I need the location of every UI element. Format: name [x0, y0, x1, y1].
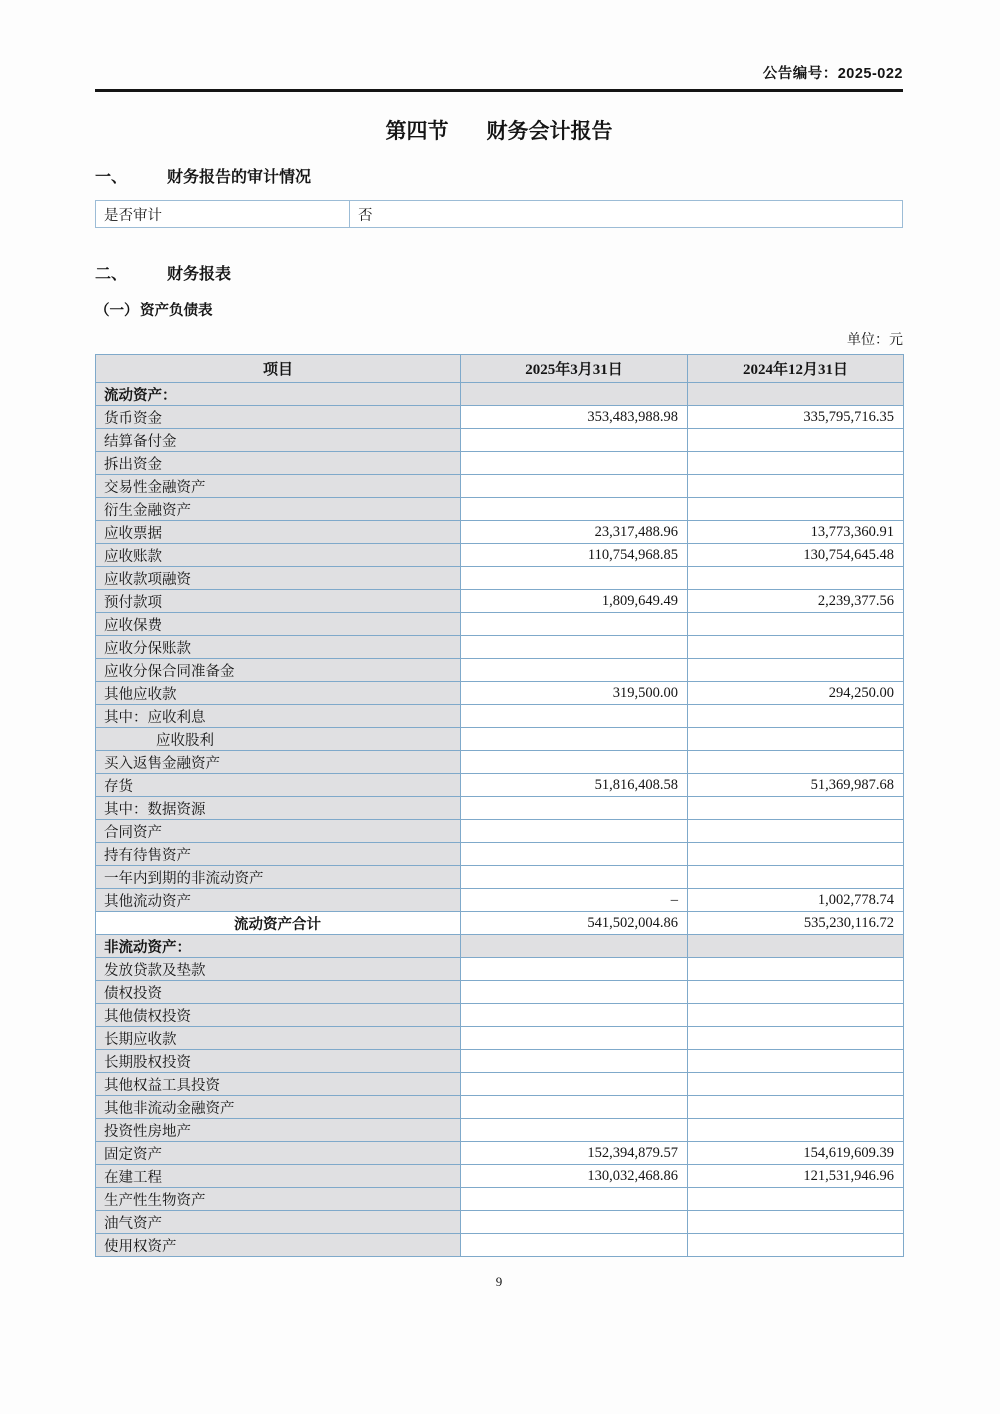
value-2025-03-31: 23,317,488.96 [461, 521, 688, 544]
row-label: 存货 [96, 774, 461, 797]
value-2024-12-31 [688, 1027, 904, 1050]
value-2025-03-31: 319,500.00 [461, 682, 688, 705]
page-title [95, 115, 903, 145]
row-label: 其他非流动金融资产 [96, 1096, 461, 1119]
value-2025-03-31 [461, 958, 688, 981]
section-heading-audit [95, 164, 903, 187]
table-row [96, 521, 904, 544]
row-label: 发放贷款及垫款 [96, 958, 461, 981]
table-row [96, 981, 904, 1004]
value-2025-03-31 [461, 1027, 688, 1050]
announcement-number: 公告编号：2025-022 [762, 66, 903, 82]
value-2025-03-31 [461, 452, 688, 475]
value-2025-03-31 [461, 429, 688, 452]
table-row [96, 912, 904, 935]
value-2025-03-31 [461, 1234, 688, 1257]
table-row [96, 1027, 904, 1050]
row-label: 交易性金融资产 [96, 475, 461, 498]
row-label: 非流动资产： [96, 935, 461, 958]
value-2024-12-31 [688, 1188, 904, 1211]
row-label: 应收款项融资 [96, 567, 461, 590]
value-2024-12-31: 535,230,116.72 [688, 912, 904, 935]
table-header-row [96, 355, 904, 383]
value-2025-03-31 [461, 1073, 688, 1096]
value-2024-12-31 [688, 797, 904, 820]
value-2024-12-31: 154,619,609.39 [688, 1142, 904, 1165]
table-row [96, 1234, 904, 1257]
row-label: 应收分保账款 [96, 636, 461, 659]
value-2025-03-31: 130,032,468.86 [461, 1165, 688, 1188]
value-2024-12-31 [688, 751, 904, 774]
row-label: 应收保费 [96, 613, 461, 636]
table-row [96, 1096, 904, 1119]
table-row [96, 1188, 904, 1211]
section-heading-statements [95, 261, 903, 284]
value-2024-12-31 [688, 981, 904, 1004]
row-label: 投资性房地产 [96, 1119, 461, 1142]
row-label: 生产性生物资产 [96, 1188, 461, 1211]
value-2024-12-31 [688, 498, 904, 521]
table-row [96, 958, 904, 981]
value-2024-12-31 [688, 820, 904, 843]
value-2025-03-31 [461, 567, 688, 590]
row-label: 其他债权投资 [96, 1004, 461, 1027]
table-row [96, 935, 904, 958]
value-2025-03-31 [461, 613, 688, 636]
audit-question-cell: 是否审计 [96, 201, 350, 228]
value-2025-03-31 [461, 843, 688, 866]
row-label: 持有待售资产 [96, 843, 461, 866]
audit-status-table [95, 200, 903, 228]
value-2025-03-31 [461, 705, 688, 728]
table-row [96, 797, 904, 820]
row-label: 在建工程 [96, 1165, 461, 1188]
value-2025-03-31: 541,502,004.86 [461, 912, 688, 935]
subsection-number: （一） [95, 303, 139, 319]
section-title: 财务报表 [167, 266, 232, 283]
column-header-date-2024: 2024年12月31日 [688, 355, 904, 383]
row-label: 应收票据 [96, 521, 461, 544]
value-2025-03-31 [461, 751, 688, 774]
value-2025-03-31: 1,809,649.49 [461, 590, 688, 613]
page-title-text: 财务会计报告 [486, 120, 613, 143]
row-label: 固定资产 [96, 1142, 461, 1165]
table-row [96, 1004, 904, 1027]
row-label: 货币资金 [96, 406, 461, 429]
value-2025-03-31 [461, 475, 688, 498]
value-2024-12-31 [688, 659, 904, 682]
header-rule [95, 89, 903, 92]
value-2024-12-31 [688, 1211, 904, 1234]
value-2024-12-31 [688, 475, 904, 498]
value-2024-12-31 [688, 866, 904, 889]
value-2025-03-31 [461, 1119, 688, 1142]
balance-sheet-table [95, 354, 904, 1257]
column-header-item: 项目 [96, 355, 461, 383]
value-2024-12-31: 1,002,778.74 [688, 889, 904, 912]
table-row [96, 590, 904, 613]
row-label: 买入返售金融资产 [96, 751, 461, 774]
row-label: 应收股利 [96, 728, 461, 751]
row-label: 债权投资 [96, 981, 461, 1004]
table-row [96, 429, 904, 452]
value-2024-12-31 [688, 1050, 904, 1073]
row-label: 长期应收款 [96, 1027, 461, 1050]
row-label: 流动资产： [96, 383, 461, 406]
value-2025-03-31 [461, 636, 688, 659]
value-2024-12-31 [688, 1234, 904, 1257]
value-2025-03-31: 353,483,988.98 [461, 406, 688, 429]
table-row [96, 383, 904, 406]
row-label: 拆出资金 [96, 452, 461, 475]
value-2024-12-31 [688, 1096, 904, 1119]
subsection-heading-balance-sheet [95, 299, 903, 320]
page-number: 9 [495, 1274, 503, 1289]
table-row [96, 843, 904, 866]
value-2025-03-31: – [461, 889, 688, 912]
table-row [96, 613, 904, 636]
table-row [96, 889, 904, 912]
table-row [96, 820, 904, 843]
value-2025-03-31 [461, 498, 688, 521]
table-row [96, 682, 904, 705]
page-title-section: 第四节 [385, 120, 449, 143]
row-label: 使用权资产 [96, 1234, 461, 1257]
value-2025-03-31 [461, 1188, 688, 1211]
table-row [96, 1073, 904, 1096]
audit-answer-cell: 否 [350, 201, 903, 228]
value-2025-03-31 [461, 1004, 688, 1027]
value-2024-12-31 [688, 843, 904, 866]
row-label: 结算备付金 [96, 429, 461, 452]
value-2024-12-31 [688, 958, 904, 981]
section-number: 二、 [95, 266, 128, 283]
table-row [96, 475, 904, 498]
table-row [96, 498, 904, 521]
section-number: 一、 [95, 169, 128, 186]
value-2024-12-31: 130,754,645.48 [688, 544, 904, 567]
table-row [96, 1050, 904, 1073]
value-2025-03-31 [461, 1211, 688, 1234]
value-2024-12-31 [688, 613, 904, 636]
value-2024-12-31 [688, 728, 904, 751]
row-label: 预付款项 [96, 590, 461, 613]
table-row [96, 659, 904, 682]
value-2024-12-31 [688, 1119, 904, 1142]
table-row [96, 751, 904, 774]
row-label: 一年内到期的非流动资产 [96, 866, 461, 889]
value-2024-12-31: 335,795,716.35 [688, 406, 904, 429]
table-row [96, 774, 904, 797]
value-2025-03-31 [461, 383, 688, 406]
value-2024-12-31 [688, 383, 904, 406]
value-2024-12-31: 51,369,987.68 [688, 774, 904, 797]
column-header-date-2025: 2025年3月31日 [461, 355, 688, 383]
value-2024-12-31: 13,773,360.91 [688, 521, 904, 544]
table-row [96, 567, 904, 590]
value-2025-03-31 [461, 1050, 688, 1073]
table-row [96, 1211, 904, 1234]
value-2024-12-31 [688, 705, 904, 728]
row-label: 应收分保合同准备金 [96, 659, 461, 682]
table-row [96, 1119, 904, 1142]
value-2024-12-31: 294,250.00 [688, 682, 904, 705]
value-2024-12-31 [688, 429, 904, 452]
section-title: 财务报告的审计情况 [167, 169, 312, 186]
table-row [96, 201, 903, 228]
row-label: 油气资产 [96, 1211, 461, 1234]
row-label: 应收账款 [96, 544, 461, 567]
row-label: 长期股权投资 [96, 1050, 461, 1073]
row-label: 流动资产合计 [96, 912, 461, 935]
row-label: 衍生金融资产 [96, 498, 461, 521]
row-label: 合同资产 [96, 820, 461, 843]
subsection-title: 资产负债表 [140, 303, 213, 319]
value-2025-03-31 [461, 728, 688, 751]
row-label: 其中：数据资源 [96, 797, 461, 820]
value-2024-12-31 [688, 1004, 904, 1027]
table-row [96, 728, 904, 751]
value-2025-03-31 [461, 1096, 688, 1119]
value-2025-03-31 [461, 935, 688, 958]
value-2024-12-31 [688, 452, 904, 475]
value-2024-12-31 [688, 567, 904, 590]
page-content [95, 0, 903, 1290]
value-2025-03-31 [461, 659, 688, 682]
row-label: 其他权益工具投资 [96, 1073, 461, 1096]
row-label: 其中：应收利息 [96, 705, 461, 728]
value-2024-12-31 [688, 636, 904, 659]
table-row [96, 452, 904, 475]
table-row [96, 705, 904, 728]
value-2025-03-31 [461, 866, 688, 889]
table-row [96, 1165, 904, 1188]
value-2025-03-31: 152,394,879.57 [461, 1142, 688, 1165]
row-label: 其他流动资产 [96, 889, 461, 912]
value-2024-12-31: 2,239,377.56 [688, 590, 904, 613]
value-2024-12-31: 121,531,946.96 [688, 1165, 904, 1188]
value-2025-03-31: 51,816,408.58 [461, 774, 688, 797]
table-row [96, 406, 904, 429]
table-row [96, 544, 904, 567]
table-row [96, 636, 904, 659]
table-row [96, 1142, 904, 1165]
value-2025-03-31: 110,754,968.85 [461, 544, 688, 567]
value-2025-03-31 [461, 797, 688, 820]
balance-sheet-body [96, 383, 904, 1257]
row-label: 其他应收款 [96, 682, 461, 705]
table-row [96, 866, 904, 889]
value-2024-12-31 [688, 1073, 904, 1096]
value-2025-03-31 [461, 981, 688, 1004]
unit-label: 单位：元 [847, 333, 903, 348]
value-2025-03-31 [461, 820, 688, 843]
value-2024-12-31 [688, 935, 904, 958]
